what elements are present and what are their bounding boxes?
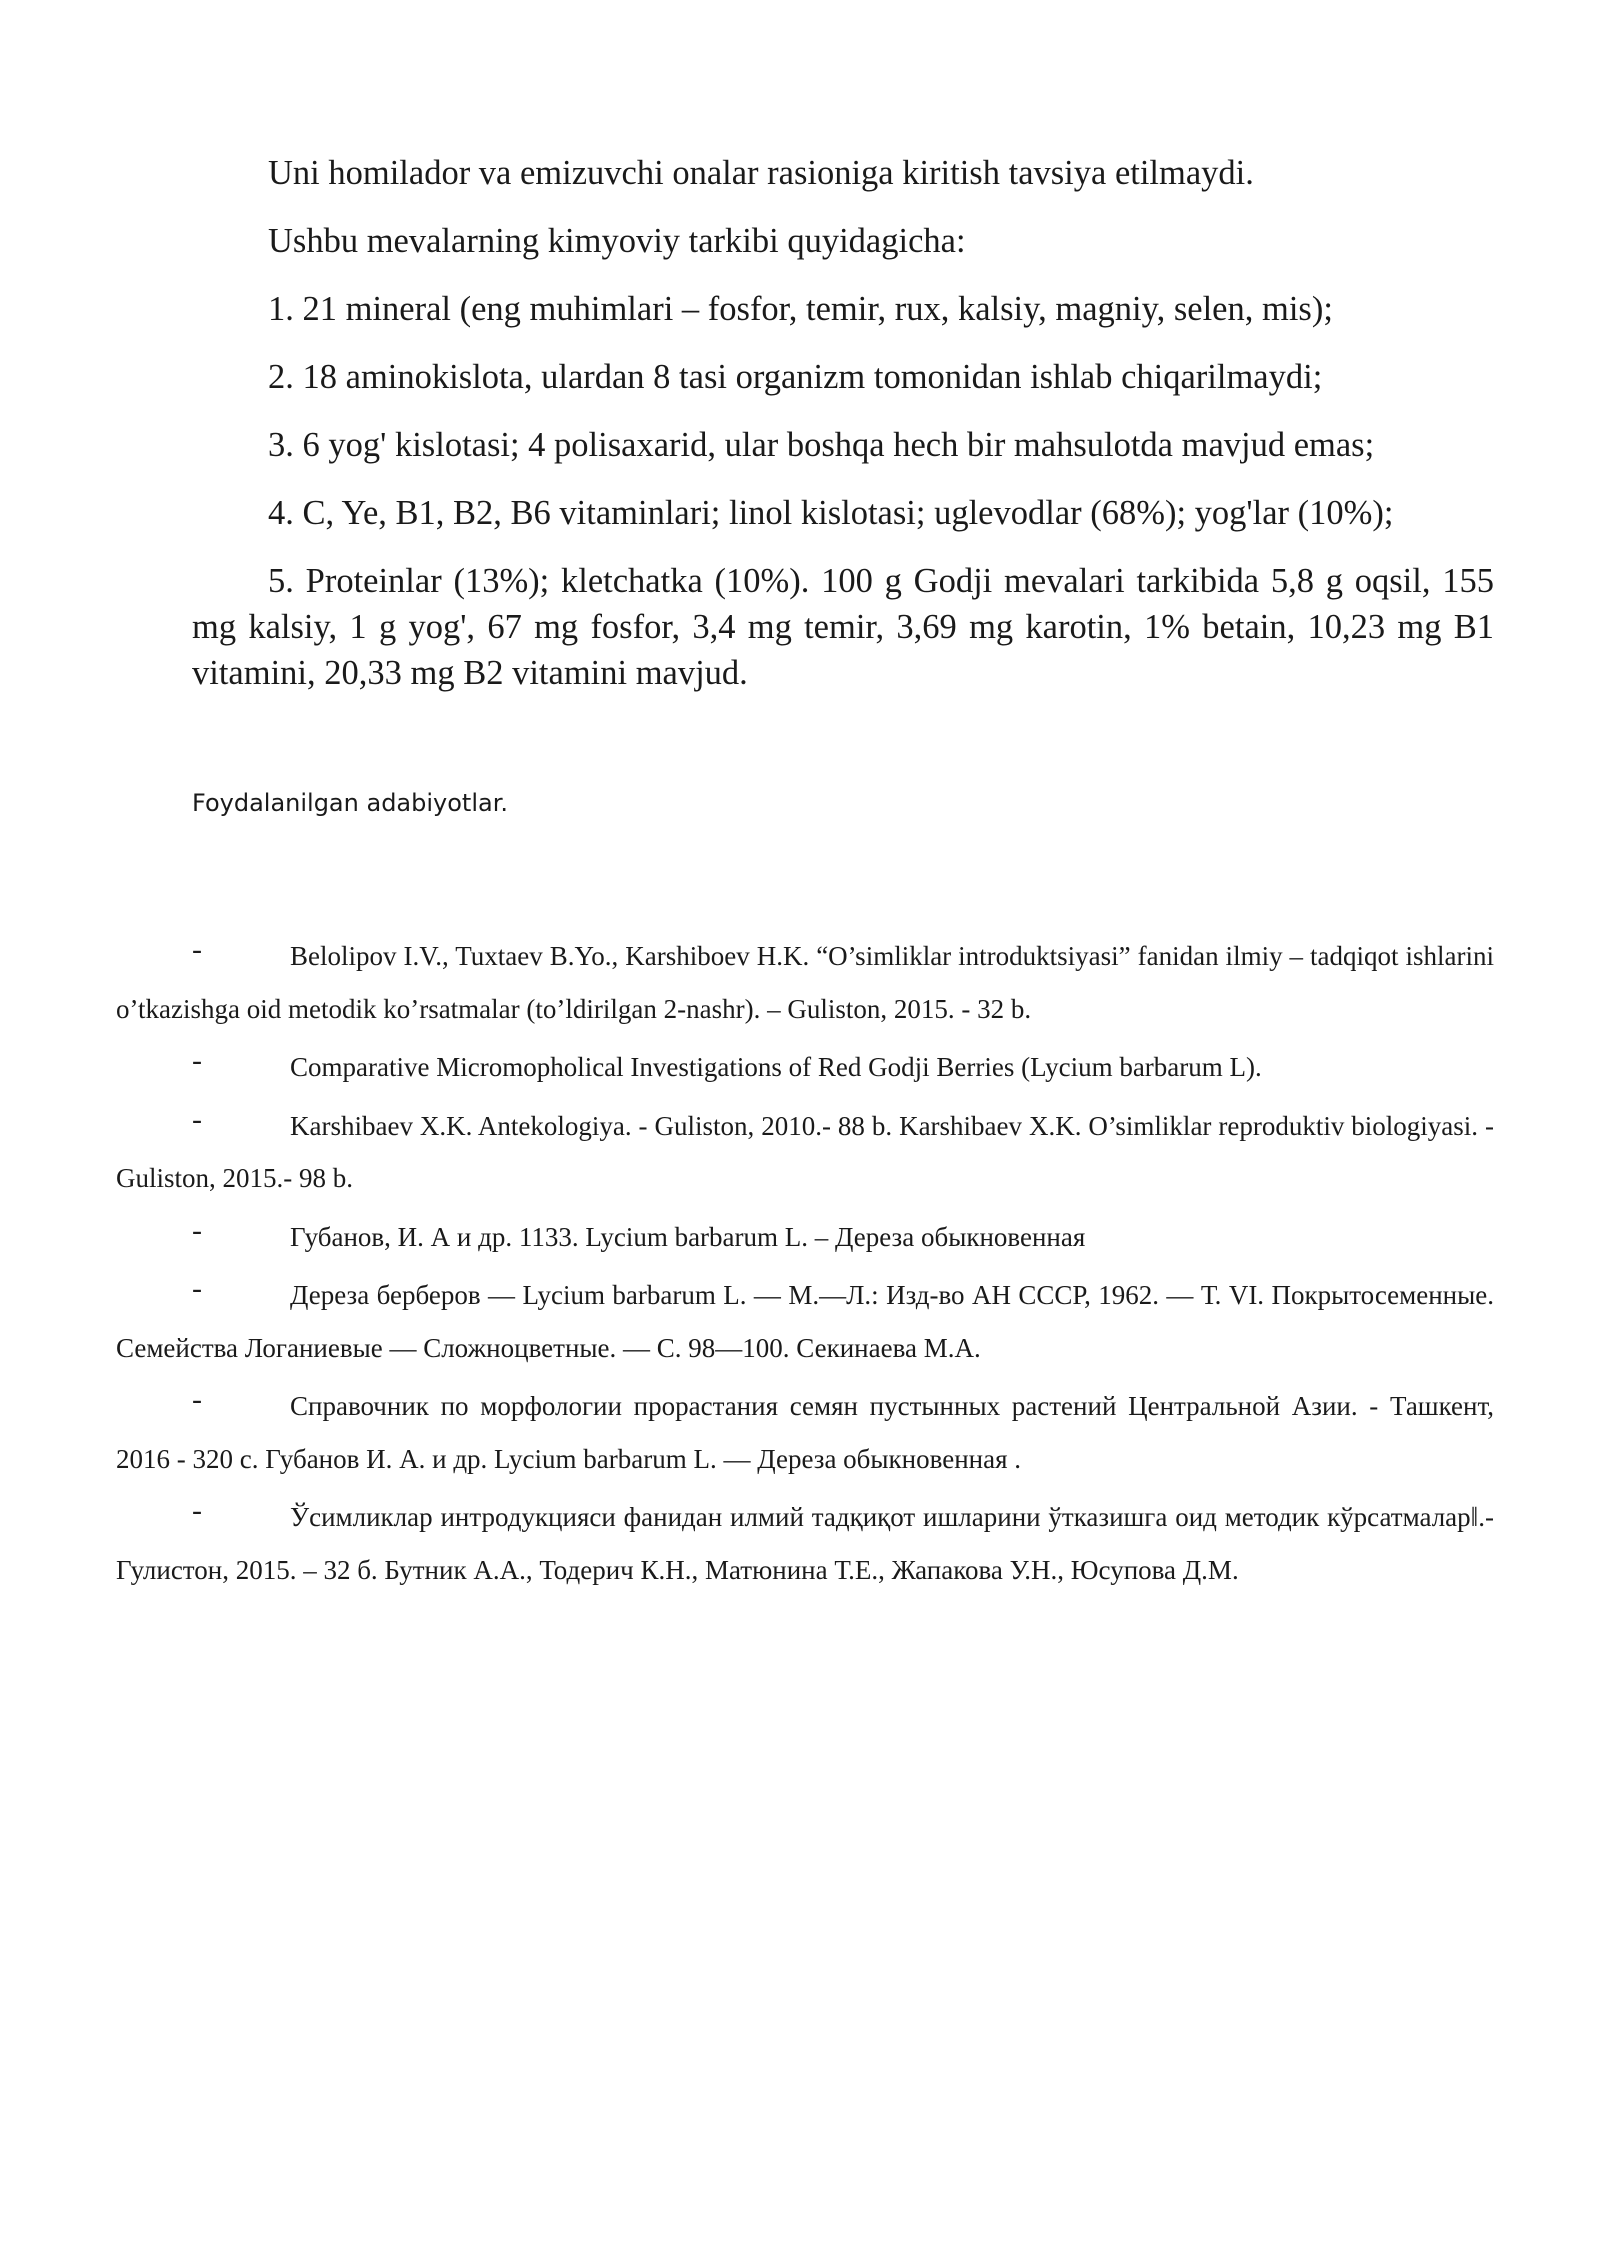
list-item-vitamins: 4. C, Ye, B1, B2, B6 vitaminlari; linol kislotasi; uglevodlar (68%); yog'lar (10%);	[268, 494, 1394, 532]
reference-item	[116, 1269, 1494, 1374]
reference-item	[116, 930, 1494, 1035]
list-marker: -	[192, 1494, 202, 1527]
references-list	[116, 930, 1494, 1602]
list-marker: -	[192, 1272, 202, 1305]
list-marker: -	[192, 1102, 202, 1136]
list-marker: -	[192, 1383, 202, 1416]
reference-item	[116, 1041, 1494, 1094]
list-item-proteins: 5. Proteinlar (13%); kletchatka (10%). 100 g Godji mevalari tarkibida 5,8 g oqsil, 155 mg kalsiy, 1 g yog', 67 mg fosfor, 3,4 mg temir, 3,69 mg karotin, 1% betain, 10,23 mg B1 vitamini, 20,33 mg B2 vitamini mavjud.	[192, 562, 1494, 692]
reference-text: Справочник по морфологии прорастания семян пустынных растений Центральной Азии. - Ташкент, 2016 - 320 с. Губанов И. А. и др. Lycium barbarum L. — Дереза обыкновенная .	[116, 1391, 1494, 1474]
list-item-fatty-acids: 3. 6 yog' kislotasi; 4 polisaxarid, ular boshqa hech bir mahsulotda mavjud emas;	[268, 426, 1375, 464]
reference-item	[116, 1100, 1494, 1205]
reference-text: Belolipov I.V., Tuxtaev B.Yo., Karshiboev H.K. “O’simliklar introduktsiyasi” fanidan ilmiy – tadqiqot ishlarini o’tkazishga oid metodik ko’rsatmalar (to’ldirilgan 2-nashr). – Guliston, 2015. - 32 b.	[116, 941, 1494, 1024]
list-item-amino-acids: 2. 18 aminokislota, ulardan 8 tasi organizm tomonidan ishlab chiqarilmaydi;	[268, 358, 1323, 396]
reference-text: Ўсимликлар интродукцияси фанидан илмий тадқиқот ишларини ўтказишга оид методик кўрсатмалар‖.- Гулистон, 2015. – 32 б. Бутник А.А., Тодерич К.Н., Матюнина Т.Е., Жапакова У.Н., Юсупова Д.М.	[116, 1502, 1494, 1585]
list-item-minerals: 1. 21 mineral (eng muhimlari – fosfor, temir, rux, kalsiy, magniy, selen, mis);	[268, 290, 1333, 328]
reference-text: Comparative Micromopholical Investigations of Red Godji Berries (Lycium barbarum L).	[290, 1052, 1262, 1082]
reference-item	[116, 1491, 1494, 1596]
reference-item	[116, 1380, 1494, 1485]
list-marker: -	[192, 1213, 202, 1247]
list-marker: -	[192, 1044, 202, 1077]
paragraph-composition-intro: Ushbu mevalarning kimyoviy tarkibi quyidagicha:	[268, 222, 966, 260]
paragraph-recommendation: Uni homilador va emizuvchi onalar rasioniga kiritish tavsiya etilmaydi.	[268, 154, 1254, 192]
reference-text: Karshibaev X.K. Antekologiya. - Guliston, 2010.- 88 b. Karshibaev X.K. O’simliklar reproduktiv biologiyasi. - Guliston, 2015.- 98 b.	[116, 1110, 1494, 1193]
reference-text: Дереза берберов — Lycium barbarum L. — М.—Л.: Изд-во АН СССР, 1962. — Т. VI. Покрытосеменные. Семейства Логаниевые — Сложноцветные. — С. 98—100. Секинаева М.А.	[116, 1280, 1494, 1363]
list-marker: -	[192, 933, 202, 966]
references-heading: Foydalanilgan adabiyotlar.	[192, 789, 508, 817]
reference-text: Губанов, И. А и др. 1133. Lycium barbarum L. – Дереза обыкновенная	[290, 1221, 1086, 1252]
main-text	[192, 150, 1494, 696]
reference-item	[116, 1211, 1494, 1264]
